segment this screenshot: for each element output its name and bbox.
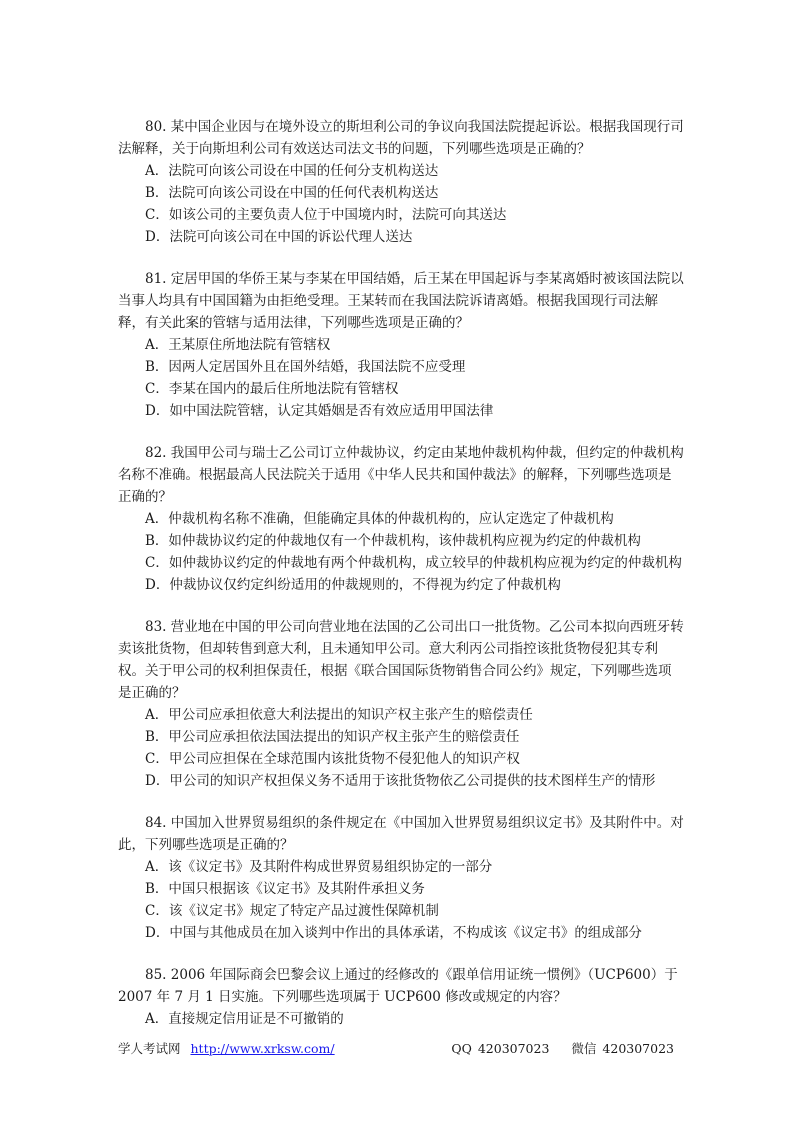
footer-contact — [445, 1040, 674, 1058]
option-list — [118, 334, 684, 422]
footer-site — [118, 1040, 335, 1058]
question-81 — [118, 268, 684, 422]
option-d: D．法院可向该公司在中国的诉讼代理人送达 — [145, 229, 413, 245]
option-list — [118, 1008, 684, 1030]
question-stem: 80. 某中国企业因与在境外设立的斯坦利公司的争议向我国法院提起诉讼。根据我国现行司法解释，关于向斯坦利公司有效送达司法文书的问题，下列哪些选项是正确的？ — [118, 119, 684, 157]
question-80 — [118, 116, 684, 248]
option-d: D．甲公司的知识产权担保义务不适用于该批货物依乙公司提供的技术图样生产的情形 — [145, 773, 656, 789]
option-list — [118, 160, 684, 248]
page-footer — [118, 1040, 674, 1058]
option-a: A．甲公司应承担依意大利法提出的知识产权主张产生的赔偿责任 — [145, 707, 533, 723]
question-82 — [118, 442, 684, 596]
option-a: A．仲裁机构名称不准确，但能确定具体的仲裁机构的，应认定选定了仲裁机构 — [145, 511, 614, 527]
option-c: C．甲公司应担保在全球范围内该批货物不侵犯他人的知识产权 — [145, 751, 520, 767]
option-c: C．该《议定书》规定了特定产品过渡性保障机制 — [145, 903, 439, 919]
question-83 — [118, 616, 684, 792]
question-stem: 85. 2006 年国际商会巴黎会议上通过的经修改的《跟单信用证统一惯例》（UCP600）于 2007 年 7 月 1 日实施。下列哪些选项属于 UCP600 修改或规定的内容？ — [118, 967, 678, 1005]
option-d: D．仲裁协议仅约定纠纷适用的仲裁规则的，不得视为约定了仲裁机构 — [145, 577, 561, 593]
option-list — [118, 704, 684, 792]
footer-site-name: 学人考试网 — [118, 1041, 181, 1056]
option-b: B．甲公司应承担依法国法提出的知识产权主张产生的赔偿责任 — [145, 729, 520, 745]
option-c: C．如仲裁协议约定的仲裁地有两个仲裁机构，成立较早的仲裁机构应视为约定的仲裁机构 — [145, 555, 682, 571]
footer-site-link[interactable]: http://www.xrksw.com/ — [190, 1041, 335, 1056]
question-84 — [118, 812, 684, 944]
option-d: D．中国与其他成员在加入谈判中作出的具体承诺，不构成该《议定书》的组成部分 — [145, 925, 642, 941]
footer-wechat-number: 420307023 — [602, 1041, 674, 1056]
question-stem: 81. 定居甲国的华侨王某与李某在甲国结婚，后王某在甲国起诉与李某离婚时被该国法院以当事人均具有中国国籍为由拒绝受理。王某转而在我国法院诉请离婚。根据我国现行司法解释，有关此案的管辖与适用法律，下列哪些选项是正确的？ — [118, 271, 684, 331]
option-d: D．如中国法院管辖，认定其婚姻是否有效应适用甲国法律 — [145, 403, 494, 419]
option-a: A．该《议定书》及其附件构成世界贸易组织协定的一部分 — [145, 859, 493, 875]
option-a: A．王某原住所地法院有管辖权 — [145, 337, 331, 353]
question-stem: 83. 营业地在中国的甲公司向营业地在法国的乙公司出口一批货物。乙公司本拟向西班牙转卖该批货物，但却转售到意大利，且未通知甲公司。意大利丙公司指控该批货物侵犯其专利权。关于甲公司的权利担保责任，根据《联合国国际货物销售合同公约》规定，下列哪些选项是正确的？ — [118, 619, 684, 701]
option-list — [118, 508, 684, 596]
option-c: C．李某在国内的最后住所地法院有管辖权 — [145, 381, 399, 397]
footer-wechat-label: 微信 — [571, 1041, 597, 1056]
footer-qq-label: QQ — [451, 1041, 472, 1056]
question-85 — [118, 964, 684, 1030]
option-b: B．如仲裁协议约定的仲裁地仅有一个仲裁机构，该仲裁机构应视为约定的仲裁机构 — [145, 533, 641, 549]
option-a: A．法院可向该公司设在中国的任何分支机构送达 — [145, 163, 439, 179]
option-a: A．直接规定信用证是不可撤销的 — [145, 1011, 344, 1027]
document-body — [118, 116, 684, 1050]
question-stem: 82. 我国甲公司与瑞士乙公司订立仲裁协议，约定由某地仲裁机构仲裁，但约定的仲裁机构名称不准确。根据最高人民法院关于适用《中华人民共和国仲裁法》的解释，下列哪些选项是正确的？ — [118, 445, 684, 505]
option-list — [118, 856, 684, 944]
option-b: B．因两人定居国外且在国外结婚，我国法院不应受理 — [145, 359, 466, 375]
option-b: B．法院可向该公司设在中国的任何代表机构送达 — [145, 185, 439, 201]
option-b: B．中国只根据该《议定书》及其附件承担义务 — [145, 881, 425, 897]
question-stem: 84. 中国加入世界贸易组织的条件规定在《中国加入世界贸易组织议定书》及其附件中。对此，下列哪些选项是正确的？ — [118, 815, 684, 853]
footer-qq-number: 420307023 — [477, 1041, 550, 1056]
option-c: C．如该公司的主要负责人位于中国境内时，法院可向其送达 — [145, 207, 507, 223]
